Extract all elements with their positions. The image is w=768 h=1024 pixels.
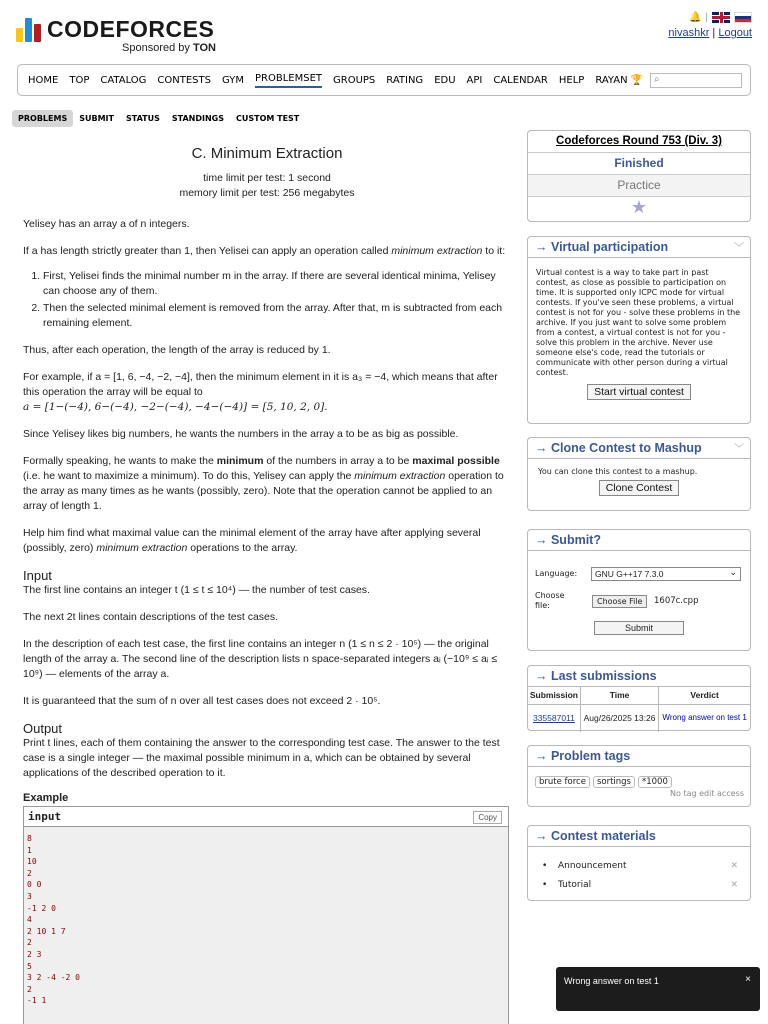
file-label: Choose file: [535,591,565,610]
user-separator: | [712,27,716,39]
nav-calendar[interactable]: CALENDAR [493,74,548,86]
time-limit: time limit per test: 1 second [203,172,331,184]
logout-link[interactable]: Logout [718,27,752,39]
user-links [668,27,752,39]
trophy-icon: 🏆 [630,74,644,86]
operation-steps [43,269,511,331]
contest-phase: Finished [528,153,750,175]
problem-statement [23,146,511,806]
nav-rating[interactable]: RATING [386,74,424,86]
nav-gym[interactable]: GYM [222,74,244,86]
legend-paragraph-1: Yelisey has an array a of n integers. [23,218,190,230]
column-header: Time [580,687,658,704]
virtual-participation-box [527,236,751,424]
codeforces-logo[interactable] [16,16,214,42]
clone-contest-title: → Clone Contest to Mashup ﹀ [528,438,750,459]
nav-contests[interactable]: CONTESTS [157,74,211,86]
header-user-area [668,12,752,39]
column-header: Submission [528,687,580,704]
language-select[interactable]: GNU G++17 7.3.0 ⌄ [591,567,741,581]
language-label: Language: [535,569,578,578]
clone-contest-box [527,437,751,511]
search-icon: ⌕ [654,74,660,85]
subnav-submit[interactable]: SUBMIT [79,114,114,123]
input-section-title: Input [23,568,52,583]
english-flag-icon[interactable] [712,12,730,23]
memory-limit: memory limit per test: 256 megabytes [179,187,355,199]
step-item: 2. Then the selected minimal element is removed from the array. After that, m is subtracted from each remaining element. [43,301,511,331]
choose-file-button[interactable]: Choose File [592,595,647,608]
nav-top[interactable]: TOP [69,74,90,86]
close-icon: ✕ [730,861,738,871]
notification-toast [556,967,760,1011]
logo-text: CODEFORCES [47,16,215,42]
virtual-participation-text: Virtual contest is a way to take part in past contest, as close as possible to participation on time. It is supported only ICPC mode for virtual contests. If you've seen these problems, a virtual contest is not for you - solve these problems in the archive. If you just want to solve some problem from a contest, a virtual contest is not for you - solve this problem in the archive. Never use someone else's code, read the tutorials or communicate with other person during a virtual contest. [536,268,741,377]
tag-item[interactable]: *1000 [638,776,672,788]
output-paragraph: Print t lines, each of them containing the answer to the corresponding test case. The answer to the test case is a single integer — the maximal possible minimum in a, which can be obtained by several applications of the described operation to it. [23,737,500,779]
legend-paragraph-6: Formally speaking, he wants to make the minimum of the numbers in array a to be maximal possible (i.e. he want to maximize a minimum). To do this, Yelisey can apply the minimum extraction operation to the array as many times as he wants (possibly, zero). Note that the operation cannot be applied to an array of length 1. [23,455,504,512]
subnav-custom-test[interactable]: CUSTOM TEST [235,114,300,123]
legend-paragraph-4: For example, if a = [1, 6, −4, −2, −4], then the minimum element in it is a₃ = −4, which means that after this operation the array will be equal to a = [1−(−4), 6−(−4), −2−(−4), −4−(−4)] = [5, 10, 2, 0]. [23,371,498,413]
subnav-problems[interactable]: PROBLEMS [12,110,73,127]
submission-id-link[interactable]: 335587011 [532,713,575,724]
input-paragraph-1: The first line contains an integer t (1 ≤ t ≤ 10⁴) — the number of test cases. [23,584,370,596]
submissions-table [528,687,750,732]
logo-bars-icon [16,16,41,42]
tag-item[interactable]: sortings [593,776,635,788]
step-item: 1. First, Yelisei finds the minimal number m in the array. If there are several identical minima, Yelisey can choose any of them. [43,269,511,299]
output-section-title: Output [23,721,63,736]
list-item[interactable]: • Tutorial ✕ [542,880,750,890]
column-header: Verdict [659,687,750,704]
close-icon: ✕ [730,880,738,890]
submit-title: → Submit? [528,530,750,551]
example-title: Example [23,792,69,804]
problem-title: C. Minimum Extraction [191,145,343,162]
russian-flag-icon[interactable] [734,12,752,23]
nav-groups[interactable]: GROUPS [333,74,376,86]
input-paragraph-3: In the description of each test case, the first line contains an integer n (1 ≤ n ≤ 2 · 10⁵) — the original length of the array a. The second line of the description lists n space-separated integers aᵢ (−10⁹ ≤ aᵢ ≤ 10⁹) — elements of the array a. [23,638,498,680]
clone-contest-button[interactable]: Clone Contest [599,480,680,496]
submit-button[interactable]: Submit [594,621,684,635]
contest-info-box [527,130,751,222]
clone-contest-text: You can clone this contest to a mashup. [538,467,698,476]
sample-test [23,806,509,1024]
contest-name-link[interactable]: Codeforces Round 753 (Div. 3) [528,131,750,153]
header [0,0,768,60]
legend-paragraph-3: Thus, after each operation, the length of the array is reduced by 1. [23,344,331,356]
materials-list [528,847,750,890]
start-virtual-contest-button[interactable]: Start virtual contest [587,384,691,400]
last-submissions-box [527,665,751,731]
legend-paragraph-7: Help him find what maximal value can the minimal element of the array have after applying several (possibly, zero) minimum extraction operations to the array. [23,527,481,554]
legend-paragraph-5: Since Yelisey likes big numbers, he wants the numbers in the array a to be as big as possible. [23,428,459,440]
sponsor-text: Sponsored by TON [122,42,216,54]
list-item[interactable]: • Announcement ✕ [542,861,750,871]
nav-catalog[interactable]: CATALOG [100,74,147,86]
subnav-standings[interactable]: STANDINGS [171,114,224,123]
nav-home[interactable]: HOME [28,74,59,86]
copy-button[interactable]: Copy [473,811,502,824]
nav-rayan[interactable]: RAYAN 🏆 [595,74,644,86]
tag-list [528,767,750,788]
table-row [528,704,750,732]
search-input[interactable] [650,73,742,88]
practice-link[interactable]: Practice [528,175,750,197]
sample-input-header [24,807,508,827]
close-icon[interactable]: × [745,974,751,985]
chevron-down-icon[interactable]: ﹀ [734,243,744,254]
nav-problemset[interactable]: PROBLEMSET [255,73,322,88]
submission-verdict[interactable]: Wrong answer on test 1 [662,713,747,723]
star-icon[interactable]: ★ [630,197,648,217]
separator-icon: | [705,12,708,23]
problem-tags-box [527,745,751,807]
nav-help[interactable]: HELP [558,74,585,86]
submission-time: Aug/26/2025 13:26 [580,704,658,732]
sample-input-label: input [28,810,62,823]
contest-materials-box [527,825,751,901]
chevron-down-icon[interactable]: ﹀ [734,444,744,455]
language-flags [668,12,752,23]
subnav-status[interactable]: STATUS [125,114,160,123]
problem-subnav [12,110,305,127]
virtual-participation-title: → Virtual participation ﹀ [528,237,750,258]
input-paragraph-2: The next 2t lines contain descriptions of the test cases. [23,611,279,623]
nav-edu[interactable]: EDU [434,74,456,86]
toast-message: Wrong answer on test 1 [564,976,659,986]
nav-api[interactable]: API [466,74,483,86]
chevron-down-icon: ⌄ [729,567,737,577]
main-nav [17,64,751,96]
legend-paragraph-2: If a has length strictly greater than 1, then Yelisei can apply an operation called minimum extraction to it: [23,245,506,257]
contest-materials-title: → Contest materials [528,826,750,847]
bell-icon[interactable]: 🔔 [688,12,702,23]
chosen-file-name: 1607c.cpp [654,596,699,606]
submit-box [527,529,751,651]
sample-input-text[interactable]: 8 1 10 2 0 0 3 -1 2 0 4 2 10 1 7 2 2 3 5 3 2 -4 -2 0 2 -1 1 [24,827,508,1024]
no-tag-edit-note: No tag edit access [670,789,744,798]
problem-tags-title: → Problem tags [528,746,750,767]
table-header-row [528,687,750,704]
last-submissions-title: → Last submissions [528,666,750,687]
tag-item[interactable]: brute force [535,776,590,788]
username-link[interactable]: nivashkr [668,27,710,39]
input-paragraph-4: It is guaranteed that the sum of n over all test cases does not exceed 2 · 10⁵. [23,695,381,707]
